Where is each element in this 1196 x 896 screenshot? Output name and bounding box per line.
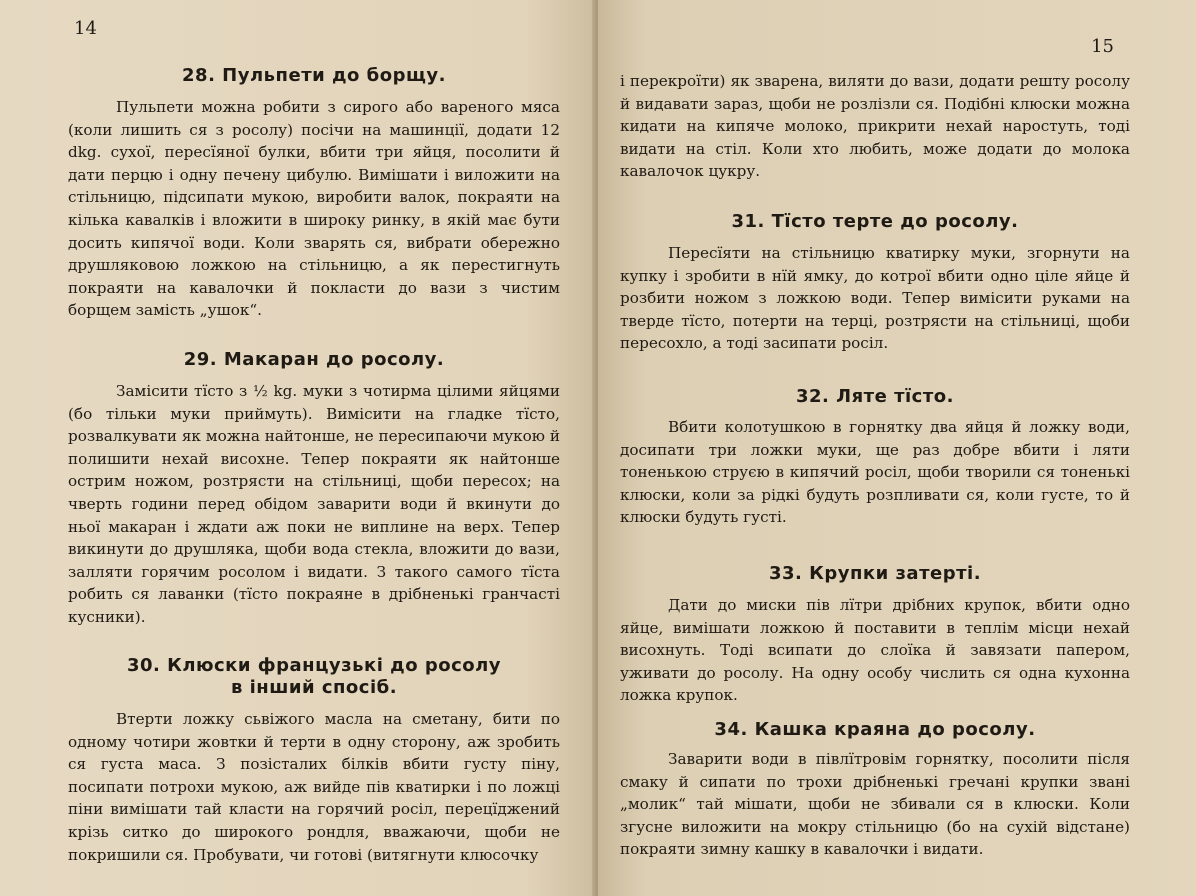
- recipe-title-31: 31. Тїсто терте до росолу.: [731, 211, 1019, 232]
- recipe-title-34: 34. Кашка краяна до росолу.: [714, 719, 1036, 740]
- recipe-text-28: Пульпети можна робити з сирого або вареного мяса (коли лишить ся з росолу) посічи на машинції, додати 12 dkg. сухої, пересїяної булки, вбити три яйця, посолити й дати перцю і одну печену цибулю. Вимішати і виложити на стільницю, підсипати мукою, виробити валок, покраяти на кілька кавалків і вложити в широку ринку, в якій має бути досить кипячої води. Коли зварять ся, вибрати обережно друшляковою ложкою на стільницю, а як перестигнуть покраяти на кавалочки й покласти до вази з чистим борщем замість „ушок“.: [68, 98, 560, 320]
- recipe-title-30-line1: 30. Клюски французькі до росолу: [126, 655, 502, 676]
- recipe-title-33: 33. Крупки затерті.: [768, 563, 982, 584]
- recipe-text-34: Заварити води в півлїтровім горнятку, посолити після смаку й сипати по трохи дрібненькі гречані крупки звані „молик“ тай мішати, щоби не збивали ся в клюски. Коли згусне виложити на мокру стільницю (бо на сухій відстане) покраяти зимну кашку в кавалочки і видати.: [620, 750, 1130, 859]
- recipe-title-29: 29. Макаран до росолу.: [183, 349, 445, 370]
- recipe-text-29: Замісити тїсто з ½ kg. муки з чотирма цілими яйцями (бо тільки муки приймуть). Вимісити на гладке тїсто, розвалкувати як можна найтонше, не пересипаючи мукою й полишити нехай висохне. Тепер покраяти як найтонше острим ножом, розтрясти на стільниці, щоби пересох; на чверть години перед обідом заварити води й вкинути до ньої макаран і ждати аж поки не виплине на верх. Тепер викинути до друшляка, щоби вода стекла, вложити до вази, залляти горячим росолом і видати. З такого самого тїста робить ся лаванки (тїсто покраяне в дрібненькі грaнчасті кусники).: [68, 382, 560, 626]
- left-page: [0, 0, 596, 896]
- page-number-left: 14: [74, 18, 97, 39]
- recipe-title-30-line2: в інший спосіб.: [230, 677, 398, 698]
- recipe-text-32: Вбити колотушкою в горнятку два яйця й ложку води, досипати три ложки муки, ще раз добре вбити і ляти тоненькою струєю в кипячий росіл, щоби творили ся тоненькі клюски, коли за рідкі будуть розпливати ся, коли густе, то й клюски будуть густі.: [620, 418, 1130, 527]
- page-number-right: 15: [1091, 36, 1114, 57]
- recipe-text-33: Дати до миски пів лїтри дрібних крупок, вбити одно яйце, вимішати ложкою й поставити в теплім місци нехай висохнуть. Тоді всипати до слоїка й завязати папером, уживати до росолу. На одну особу числить ся одна кухонна ложка крупок.: [620, 596, 1130, 705]
- recipe-text-31: Пересїяти на стільницю кватирку муки, згорнути на купку і зробити в нїй ямку, до котрої вбити одно ціле яйце й розбити ножом з ложкою води. Тепер вимісити руками на тверде тїсто, потерти на терці, розтрясти на стільниці, щоби пересохло, а тоді засипати росіл.: [620, 244, 1130, 353]
- recipe-text-30-continued: і перекроїти) як зварена, виляти до вази, додати решту росолу й видавати зараз, щоби не розлізли ся. Подібні клюски можна кидати на кипяче молоко, прикрити нехай наростуть, тоді видати на стіл. Коли хто любить, може додати до молока кавалочок цукру.: [620, 72, 1130, 181]
- recipe-text-30: Втерти ложку сьвіжого масла на сметану, бити по одному чотири жовтки й терти в одну сторону, аж зробить ся густа маса. З позісталих білків вбити густу піну, посипати потрохи мукою, аж вийде пів кватирки і по ложці піни вимішати тай класти на горячий росіл, перецїджений крізь ситко до широкого рондля, вважаючи, щоби не покришили ся. Пробувати, чи готові (витягнути клюсочку: [68, 710, 560, 864]
- right-page: [598, 0, 1196, 896]
- recipe-title-32: 32. Ляте тїсто.: [796, 386, 954, 407]
- recipe-title-28: 28. Пульпети до борщу.: [182, 65, 446, 86]
